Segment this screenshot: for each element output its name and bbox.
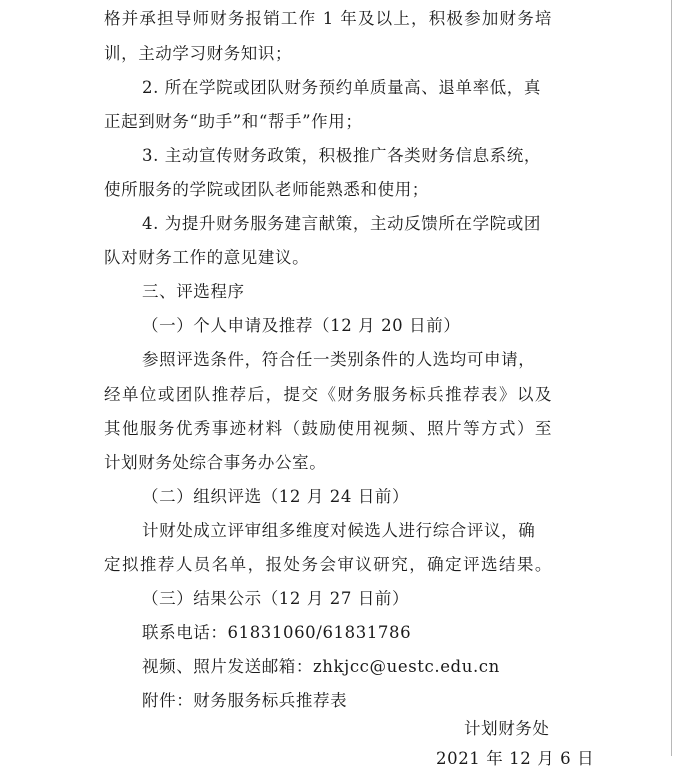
paragraph-line: 格并承担导师财务报销工作 1 年及以上，积极参加财务培 [104, 9, 552, 28]
paragraph-line: 其他服务优秀事迹材料（鼓励使用视频、照片等方式）至 [104, 419, 552, 438]
subsection-heading: （二）组织评选（12 月 24 日前） [142, 487, 410, 506]
paragraph-line: 经单位或团队推荐后，提交《财务服务标兵推荐表》以及 [104, 385, 552, 404]
paragraph-line: 队对财务工作的意见建议。 [104, 248, 310, 267]
contact-phone: 联系电话：61831060/61831786 [142, 623, 412, 642]
paragraph-line: 计财处成立评审组多维度对候选人进行综合评议，确 [142, 521, 536, 540]
paragraph-line: 训，主动学习财务知识； [104, 44, 293, 63]
paragraph-line: 计划财务处综合事务办公室。 [104, 453, 327, 472]
paragraph-line: 使所服务的学院或团队老师能熟悉和使用； [104, 180, 429, 199]
subsection-heading: （三）结果公示（12 月 27 日前） [142, 589, 410, 608]
list-item-3: 3. 主动宣传财务政策，积极推广各类财务信息系统， [142, 146, 541, 165]
list-item-2: 2. 所在学院或团队财务预约单质量高、退单率低，真 [142, 78, 541, 97]
paragraph-line: 定拟推荐人员名单，报处务会审议研究，确定评选结果。 [104, 555, 552, 574]
signature-department: 计划财务处 [464, 719, 550, 738]
contact-email: 视频、照片发送邮箱：zhkjcc@uestc.edu.cn [142, 657, 500, 676]
attachment-line: 附件：财务服务标兵推荐表 [142, 691, 348, 710]
list-item-4: 4. 为提升财务服务建言献策，主动反馈所在学院或团 [142, 214, 541, 233]
signature-date: 2021 年 12 月 6 日 [436, 749, 595, 768]
paragraph-line: 正起到财务“助手”和“帮手”作用； [104, 112, 363, 131]
paragraph-line: 参照评选条件，符合任一类别条件的人选均可申请， [142, 350, 536, 369]
subsection-heading: （一）个人申请及推荐（12 月 20 日前） [142, 316, 461, 335]
section-heading: 三、评选程序 [142, 282, 245, 301]
